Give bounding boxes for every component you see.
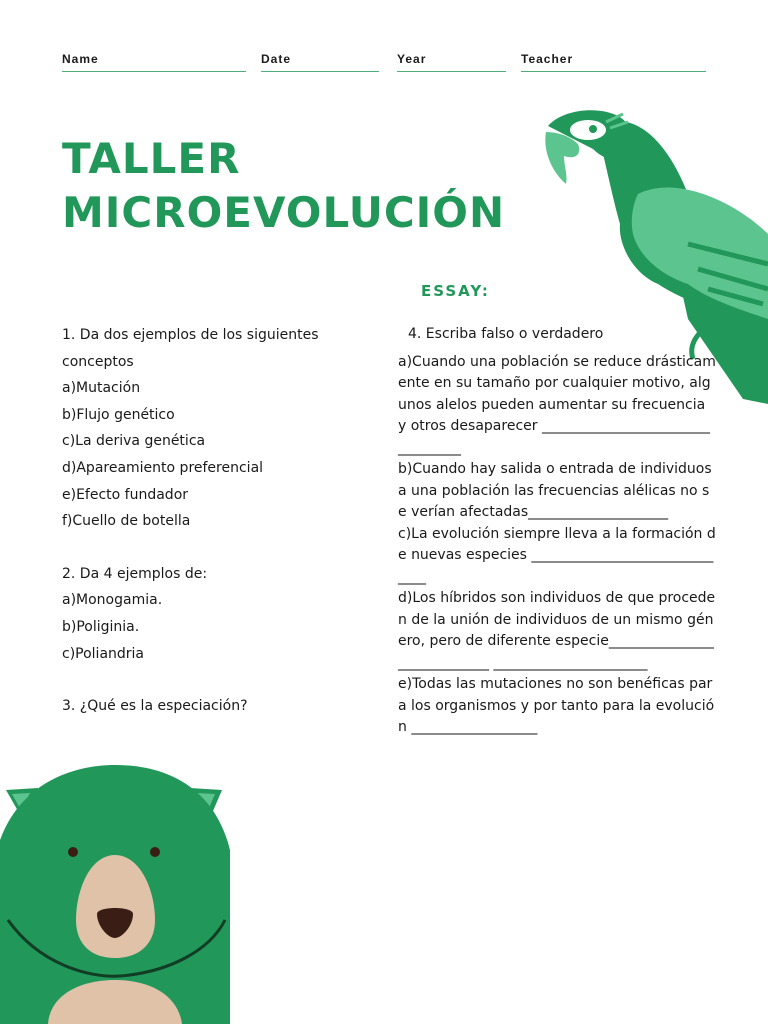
question-4: 4. Escriba falso o verdadero [408,326,604,342]
q4-item-b: b)Cuando hay salida o entrada de individuos a una población las frecuencias alélicas no se verían afectadas____________________ [398,461,712,520]
right-column [398,324,716,739]
q1-item: d)Apareamiento preferencial [62,459,264,476]
page-title [62,132,505,240]
title-line-1: TALLER [62,134,241,183]
title-line-2: MICROEVOLUCIÓN [62,188,506,237]
question-2: 2. Da 4 ejemplos de: [62,565,208,582]
name-line[interactable] [62,71,246,72]
q4-item-a: a)Cuando una población se reduce drásticamente en su tamaño por cualquier motivo, algunos alelos pueden aumentar su frecuencia y otros desaparecer _________________________________ [398,353,716,456]
q4-item-e: e)Todas las mutaciones no son benéficas para los organismos y por tanto para la evolución __________________ [398,676,715,735]
bear-illustration [0,760,240,1024]
question-1-line-1: 1. Da dos ejemplos de los siguientes [62,327,319,343]
left-column [62,322,362,720]
parrot-beak [545,132,579,184]
q1-item: e)Efecto fundador [62,486,189,503]
date-label: Date [261,52,292,66]
q1-item: b)Flujo genético [62,406,175,423]
q4-item-c: c)La evolución siempre lleva a la formación de nuevas especies ______________________________ [398,525,716,585]
bear-eye-left-icon [68,847,78,857]
parrot-eye-icon [589,125,597,133]
question-3: 3. ¿Qué es la especiación? [62,698,248,715]
teacher-label: Teacher [521,52,574,66]
date-line[interactable] [261,71,379,72]
q2-item: c)Poliandria [62,645,145,662]
name-label: Name [62,52,99,66]
q1-item: c)La deriva genética [62,433,206,450]
teacher-line[interactable] [521,71,706,72]
q2-item: b)Poliginia. [62,618,140,635]
question-1-line-2: conceptos [62,353,134,370]
q4-item-d: d)Los híbridos son individuos de que proceden de la unión de individuos de un mismo género, pero de diferente especie____________________________ ______________________ [398,590,716,671]
q1-item: a)Mutación [62,380,141,397]
year-label: Year [397,52,427,66]
parrot-eye-patch [570,120,606,140]
q1-item: f)Cuello de botella [62,513,191,530]
bear-eye-right-icon [150,847,160,857]
essay-label: ESSAY: [421,282,490,300]
q2-item: a)Monogamia. [62,592,163,609]
year-line[interactable] [397,71,506,72]
